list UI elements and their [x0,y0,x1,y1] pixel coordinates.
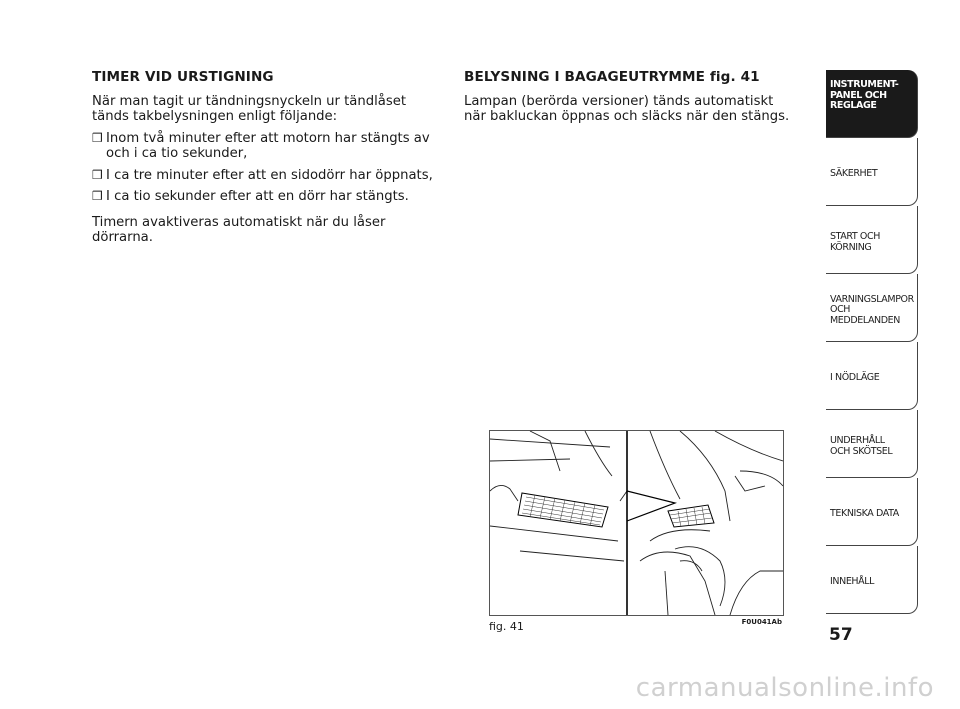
bullet-item: ❒ I ca tre minuter efter att en sidodörr har öppnats, [92,167,433,183]
checkbox-bullet-icon: ❒ [92,130,103,145]
checkbox-bullet-icon: ❒ [92,189,103,203]
tab-tekniska-data[interactable]: TEKNISKA DATA [826,478,918,546]
trunk-lamp-illustration [490,431,783,615]
bullet-item: ❒ Inom två minuter efter att motorn har stängts av och i ca tio sekunder, [92,130,430,161]
watermark: carmanualsonline.info [635,673,934,703]
tab-instrumentpanel[interactable]: INSTRUMENT- PANEL OCH REGLAGE [826,70,918,138]
bullet-item: ❒ I ca tio sekunder efter att en dörr har stängts. [92,189,409,204]
section-heading-lighting: BELYSNING I BAGAGEUTRYMME fig. 41 [464,69,760,85]
checkbox-bullet-icon: ❒ [92,167,103,182]
left-column [92,70,442,252]
tab-start-och-korning[interactable]: START OCH KÖRNING [826,206,918,274]
right-column [464,70,794,131]
tab-sakerhet[interactable]: SÄKERHET [826,138,918,206]
page-number: 57 [829,625,853,645]
tab-i-nodlage[interactable]: I NÖDLÄGE [826,342,918,410]
tab-underhall[interactable]: UNDERHÅLL OCH SKÖTSEL [826,410,918,478]
intro-paragraph: När man tagit ur tändningsnyckeln ur tändlåset tänds takbelysningen enligt följande: [92,93,407,124]
outro-paragraph: Timern avaktiveras automatiskt när du låser dörrarna. [92,214,386,245]
lighting-paragraph: Lampan (berörda versioner) tänds automatiskt när bakluckan öppnas och släcks när den stängs. [464,93,790,124]
figure-code: F0U041Ab [741,618,782,626]
tab-varningslampor[interactable]: VARNINGSLAMPOR OCH MEDDELANDEN [826,274,918,342]
figure-caption [489,618,782,634]
tab-innehall[interactable]: INNEHÅLL [826,546,918,614]
section-heading-timer: TIMER VID URSTIGNING [92,69,274,85]
figure-illustration [489,430,784,616]
chapter-tabs [826,70,918,614]
figure-label: fig. 41 [489,620,524,633]
